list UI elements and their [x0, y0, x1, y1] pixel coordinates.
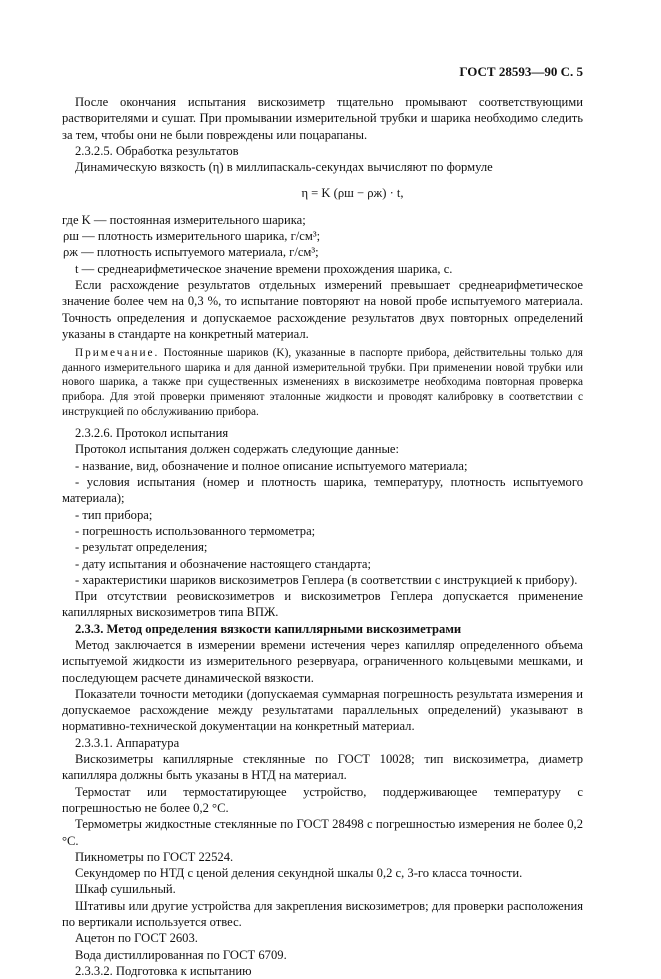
- page-header: ГОСТ 28593—90 С. 5: [459, 64, 583, 79]
- note: [62, 346, 583, 419]
- list-item: - результат определения;: [75, 540, 208, 555]
- list-item: - условия испытания (номер и плотность шарика, температуру, плотность испытуемого материала);: [62, 475, 583, 506]
- list-item: - характеристики шариков вискозиметров Геплера (в соответствии с инструкцией к прибору).: [75, 572, 578, 587]
- document-body: [62, 94, 583, 979]
- formula-legend: [62, 212, 583, 277]
- section-heading: 2.3.3.1. Аппаратура: [75, 735, 180, 750]
- section-number: 2.3.3.: [75, 621, 104, 636]
- paragraph: Шкаф сушильный.: [75, 882, 176, 897]
- paragraph: Пикнометры по ГОСТ 22524.: [75, 849, 234, 864]
- paragraph: Метод заключается в измерении времени истечения через капилляр определенного объема испытуемой жидкости из измерительного резервуара, ограниченного кольцевыми мешками, и последующем расчете динамической вязкости.: [62, 637, 583, 685]
- list-item: - тип прибора;: [75, 507, 153, 522]
- paragraph: Динамическую вязкость (η) в миллипаскаль-секундах вычисляют по формуле: [75, 160, 493, 175]
- list-item: - погрешность использованного термометра;: [75, 523, 316, 538]
- section-heading: 2.3.2.6. Протокол испытания: [75, 426, 229, 441]
- paragraph: При отсутствии реовискозиметров и вискозиметров Геплера допускается применение капиллярных вискозиметров типа ВПЖ.: [62, 589, 583, 620]
- paragraph: Протокол испытания должен содержать следующие данные:: [75, 442, 400, 457]
- section-heading: 2.3.3.2. Подготовка к испытанию: [75, 963, 252, 978]
- paragraph: Ацетон по ГОСТ 2603.: [75, 931, 198, 946]
- paragraph: Термометры жидкостные стеклянные по ГОСТ 28498 с погрешностью измерения не более 0,2 °С.: [62, 817, 583, 848]
- note-label: Примечание.: [75, 347, 160, 360]
- paragraph: Показатели точности методики (допускаемая суммарная погрешность результата измерения и допускаемое расхождение между результатами параллельных определений) указывают в нормативно-технической документации на конкретный материал.: [62, 686, 583, 734]
- list-item: - дату испытания и обозначение настоящего стандарта;: [75, 556, 371, 571]
- paragraph: Термостат или термостатирующее устройство, поддерживающее температуру с погрешностью не более 0,2 °С.: [62, 784, 583, 815]
- legend-item: ρж — плотность испытуемого материала, г/см³;: [63, 245, 319, 260]
- note-text: Постоянные шариков (K), указанные в паспорте прибора, действительны только для данного измерительного шарика и для данной измерительной трубки. При применении новой трубки или нового шарика, а также при существенных изменениях в вискозиметре необходима повторная проверка прибора. Для этой проверки применяют эталонные жидкости и проводят калибровку в соответствии с инструкцией по обслуживанию прибора.: [62, 347, 583, 418]
- paragraph: Штативы или другие устройства для закрепления вискозиметров; для проверки расположения по вертикали используется отвес.: [62, 898, 583, 930]
- paragraph: Секундомер по НТД с ценой деления секундной шкалы 0,2 с, 3-го класса точности.: [75, 866, 523, 881]
- paragraph: Если расхождение результатов отдельных измерений превышает среднеарифметическое значение более чем на 0,3 %, то испытание повторяют на новой пробе испытуемого материала. Точность определения и допускаемое расхождение результатов двух повторных определений указаны в стандарте на конкретный материал.: [62, 277, 583, 341]
- paragraph: Вискозиметры капиллярные стеклянные по ГОСТ 10028; тип вискозиметра, диаметр капилляра должны быть указаны в НТД на материал.: [62, 752, 583, 783]
- legend-item: ρш — плотность измерительного шарика, г/см³;: [63, 229, 321, 244]
- formula: η = K (ρш − ρж) · t,: [301, 186, 404, 201]
- paragraph: После окончания испытания вискозиметр тщательно промывают соответствующими растворителями и сушат. При промывании измерительной трубки и шарика необходимо следить за тем, чтобы они не были повреждены или поцарапаны.: [62, 95, 583, 142]
- legend-item: t — среднеарифметическое значение времени прохождения шарика, с.: [75, 261, 453, 276]
- paragraph: Вода дистиллированная по ГОСТ 6709.: [75, 947, 287, 962]
- list-item: - название, вид, обозначение и полное описание испытуемого материала;: [75, 458, 468, 473]
- section-heading: 2.3.2.5. Обработка результатов: [75, 143, 239, 158]
- legend-item: где K — постоянная измерительного шарика;: [62, 212, 306, 227]
- section-heading-bold: [62, 621, 583, 637]
- section-title: Метод определения вязкости капиллярными вискозиметрами: [106, 621, 462, 636]
